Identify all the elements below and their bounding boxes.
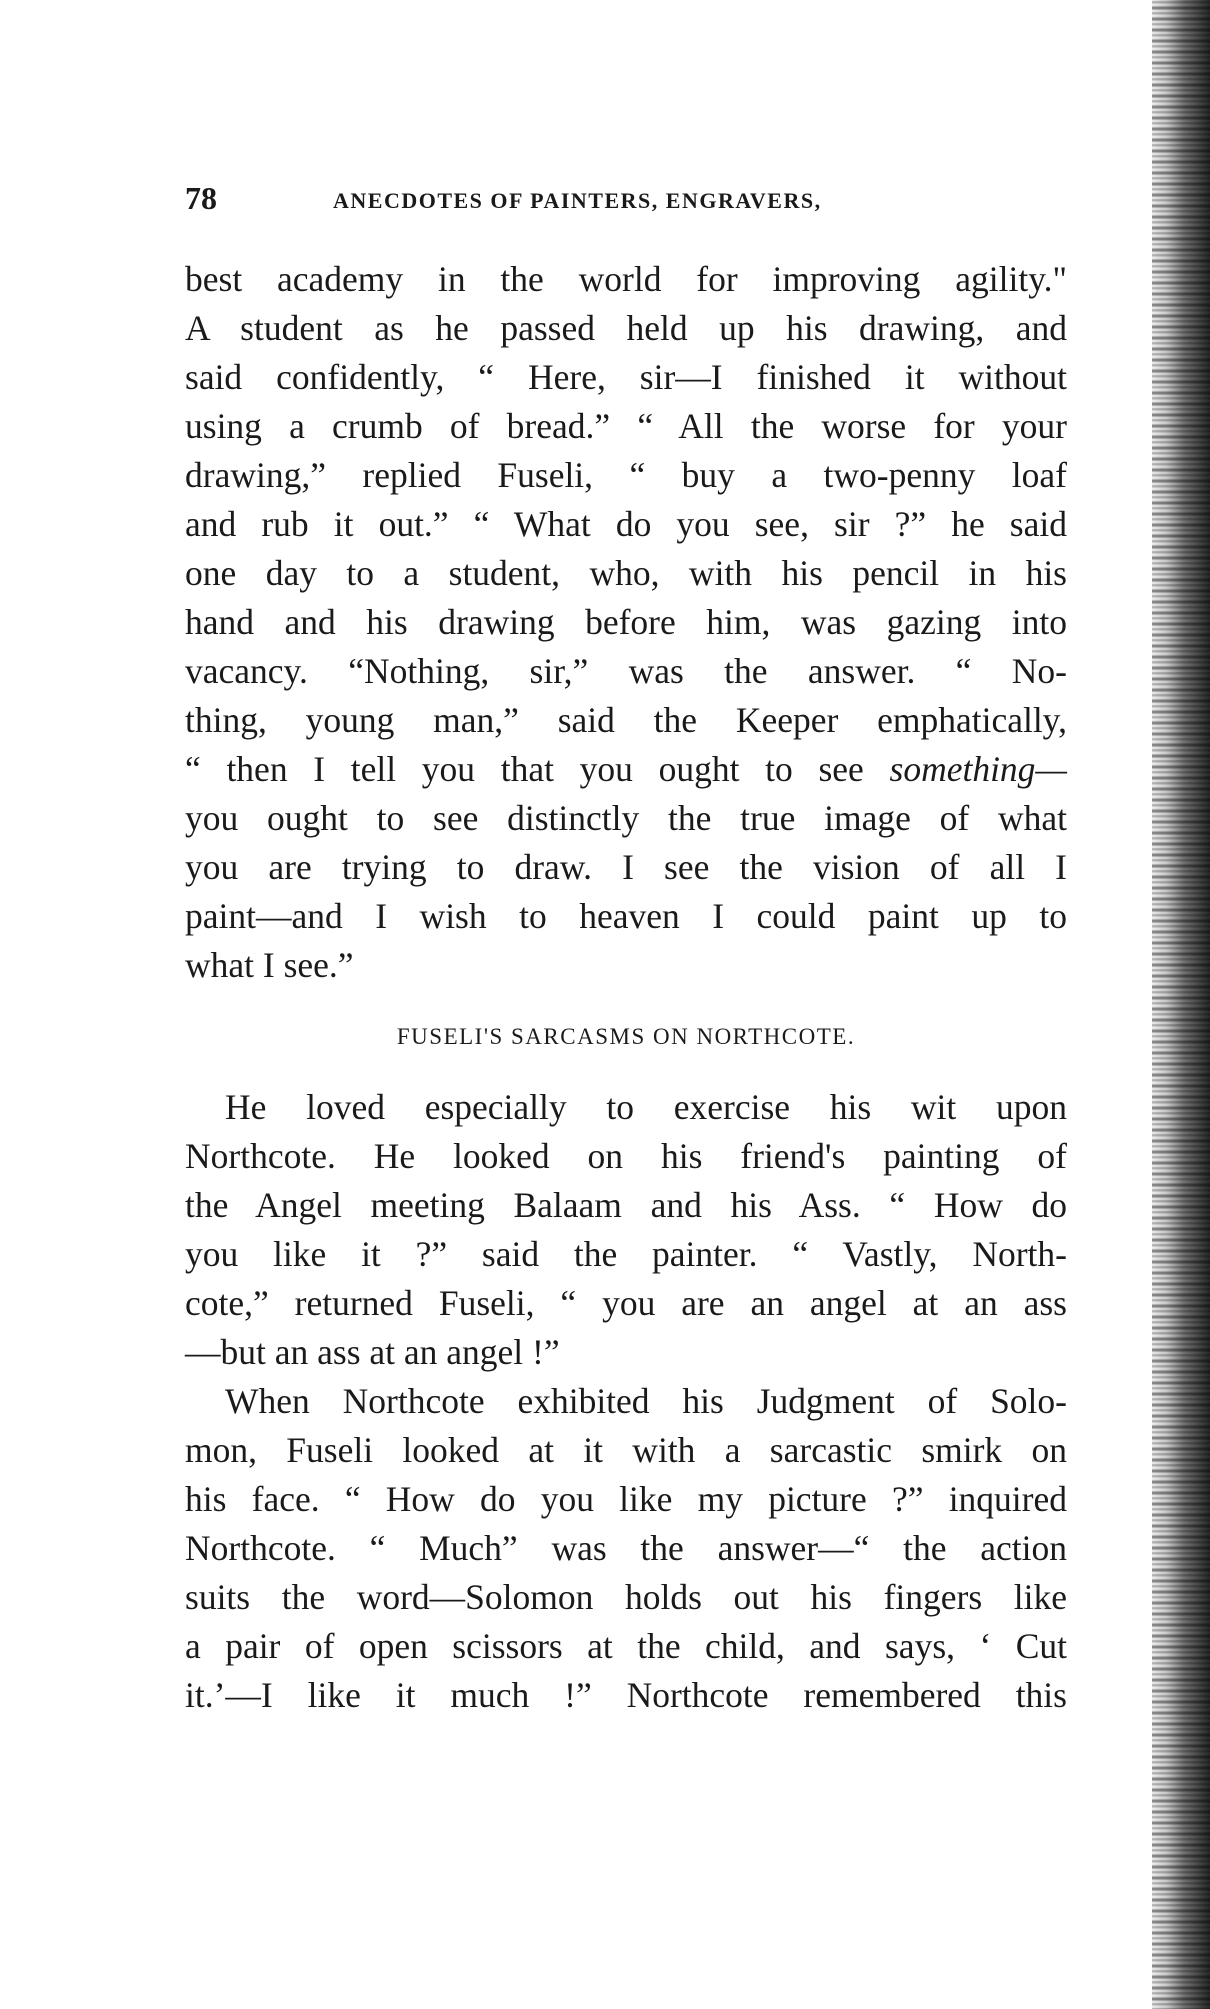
text-line: a pair of open scissors at the child, and says, ‘ Cut bbox=[185, 1626, 1067, 1666]
text-line: He loved especially to exercise his wit upon bbox=[225, 1087, 1067, 1127]
text-line: paint—and I wish to heaven I could paint up to bbox=[185, 896, 1067, 936]
text-line: Northcote. “ Much” was the answer—“ the action bbox=[185, 1528, 1067, 1568]
text-line: and rub it out.” “ What do you see, sir ?” he said bbox=[185, 504, 1067, 544]
text-line: —but an ass at an angel !” bbox=[185, 1332, 560, 1372]
text-line: Northcote. He looked on his friend's painting of bbox=[185, 1136, 1067, 1176]
italic-word: something— bbox=[889, 749, 1067, 789]
text-line: When Northcote exhibited his Judgment of Solo- bbox=[225, 1381, 1067, 1421]
text-line: suits the word—Solomon holds out his fingers like bbox=[185, 1577, 1067, 1617]
body-text bbox=[185, 255, 1067, 1720]
text-line: you ought to see distinctly the true image of what bbox=[185, 798, 1067, 838]
text-line: thing, young man,” said the Keeper emphatically, bbox=[185, 700, 1067, 740]
text-line: vacancy. “Nothing, sir,” was the answer. “ No- bbox=[185, 651, 1067, 691]
text-line: it.’—I like it much !” Northcote remembered this bbox=[185, 1675, 1067, 1715]
text-line: best academy in the world for improving agility." bbox=[185, 259, 1067, 299]
text-line: what I see.” bbox=[185, 945, 354, 985]
text-line: using a crumb of bread.” “ All the worse for your bbox=[185, 406, 1067, 446]
text-line: one day to a student, who, with his pencil in his bbox=[185, 553, 1067, 593]
page-number: 78 bbox=[185, 180, 217, 216]
text-line-start: “ then I tell you that you ought to see bbox=[185, 749, 890, 789]
page-header bbox=[185, 180, 1065, 220]
text-line: hand and his drawing before him, was gazing into bbox=[185, 602, 1067, 642]
text-line: A student as he passed held up his drawing, and bbox=[185, 308, 1067, 348]
running-head: ANECDOTES OF PAINTERS, ENGRAVERS, bbox=[333, 188, 822, 213]
text-line: drawing,” replied Fuseli, “ buy a two-penny loaf bbox=[185, 455, 1067, 495]
binding-gutter-shadow bbox=[1152, 0, 1210, 2009]
text-line: you are trying to draw. I see the vision of all I bbox=[185, 847, 1067, 887]
paragraph-3 bbox=[185, 1377, 1067, 1720]
text-line: cote,” returned Fuseli, “ you are an angel at an ass bbox=[185, 1283, 1067, 1323]
text-line: the Angel meeting Balaam and his Ass. “ How do bbox=[185, 1185, 1067, 1225]
paragraph-2 bbox=[185, 1083, 1067, 1377]
paragraph-1 bbox=[185, 255, 1067, 990]
text-line: you like it ?” said the painter. “ Vastly, North- bbox=[185, 1234, 1067, 1274]
text-line: his face. “ How do you like my picture ?” inquired bbox=[185, 1479, 1067, 1519]
text-line: said confidently, “ Here, sir—I finished it without bbox=[185, 357, 1067, 397]
text-line: mon, Fuseli looked at it with a sarcastic smirk on bbox=[185, 1430, 1067, 1470]
text-line bbox=[185, 745, 1067, 794]
section-heading: FUSELI'S SARCASMS ON NORTHCOTE. bbox=[396, 1024, 856, 1049]
